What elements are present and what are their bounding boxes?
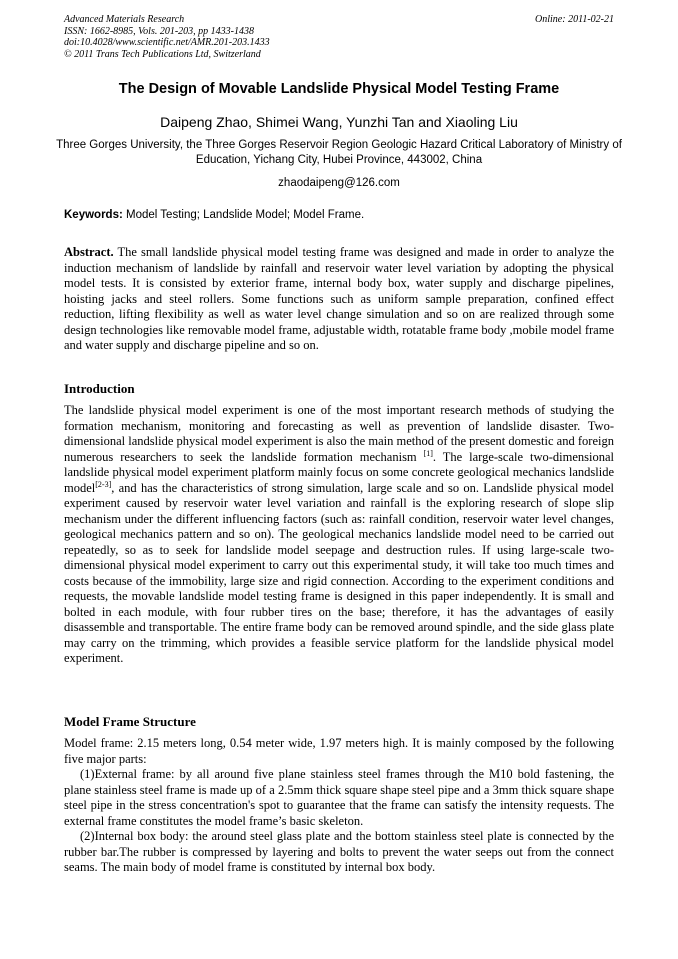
doi-line: doi:10.4028/www.scientific.net/AMR.201-203.1433 [64, 37, 270, 48]
author-list: Daipeng Zhao, Shimei Wang, Yunzhi Tan and Xiaoling Liu [160, 114, 518, 130]
abstract-label: Abstract. [64, 245, 114, 259]
citation-ref-1: [1] [423, 448, 433, 458]
author-email: zhaodaipeng@126.com [278, 177, 400, 189]
model-frame-body [64, 736, 614, 876]
affiliation: Three Gorges University, the Three Gorges Reservoir Region Geologic Hazard Critical Laboratory of Ministry of Education, Yichang City, Hubei Province, 443002, China [56, 139, 622, 166]
model-frame-item-2: (2)Internal box body: the around steel glass plate and the bottom stainless steel plate is connected by the rubber bar.The rubber is compressed by layering and bolts to prevent the water seeps out from the connect seams. The main body of model frame is constituted by internal box body. [64, 829, 614, 874]
introduction-heading: Introduction [64, 381, 135, 396]
intro-text-3: , and has the characteristics of strong simulation, large scale and so on. Landslide physical model experiment caused by reservoir water level variation and rainfall is the exploring research of slope slip mechanism under the different influencing factors (such as: rainfall condition, reservoir water level changes, geological mechanics pattern and so on). The geological mechanics landslide model need to be carried out repeatedly, so as to seek for landslide model seepage and destruction rules. If using large-scale two-dimensional physical model experiment to carry out this experimental study, it will take too much times and costs because of the immobility, large size and rigid connection. According to the experiment conditions and requests, the movable landslide model testing frame is designed in this paper independently. It is small and bolted in each module, with four rubber tires on the base; therefore, it has the advantages of easily disassemble and transportable. The entire frame body can be removed around spindle, and the side glass plate may carry on the trimming, which provides a feasible service platform for the landslide physical model experiment. [64, 480, 614, 665]
keywords-label: Keywords: [64, 209, 123, 221]
journal-header [64, 14, 614, 60]
model-frame-intro: Model frame: 2.15 meters long, 0.54 meter wide, 1.97 meters high. It is mainly composed by the following five major parts: [64, 736, 614, 766]
intro-text-2: . The large-scale two-dimensional landslide physical model experiment platform mainly focus on some concrete geological mechanics landslide model [64, 449, 614, 495]
issn-line: ISSN: 1662-8985, Vols. 201-203, pp 1433-1438 [64, 25, 254, 37]
introduction-body [64, 403, 614, 667]
keywords-text: Model Testing; Landslide Model; Model Frame. [122, 209, 365, 221]
intro-text-1: The landslide physical model experiment is one of the most important research methods of studying the formation mechanism, monitoring and forecasting as well as prevention of landslide disaster. Two-dimensional landslide physical model experiment is also the main method of the present domestic and foreign numerous researchers to seek the landslide formation mechanism [64, 403, 614, 464]
keywords [64, 209, 614, 221]
model-frame-heading: Model Frame Structure [64, 714, 196, 729]
model-frame-item-1: (1)External frame: by all around five plane stainless steel frames through the M10 bold fastening, the plane stainless steel frame is made up of a 2.5mm thick square shape steel pipe and a 3mm thick square shape steel pipe in the stress concentration's spot to guarantee that the frame can satisfy the intensity requests. The external frame constitutes the model frame’s basic skeleton. [64, 767, 614, 828]
abstract [64, 245, 614, 354]
paper-title: The Design of Movable Landslide Physical Model Testing Frame [118, 81, 560, 97]
abstract-text: The small landslide physical model testing frame was designed and made in order to analyze the induction mechanism of landslide by rainfall and reservoir water level variation by adopting the physical model tests. It is consisted by exterior frame, internal body box, water supply and discharge pipelines, hoisting jacks and steel rollers. Some functions such as uniform sample preparation, confined effect reduction, lifting flexibility as well as water level change simulation and so on are realized through some design technologies like removable model frame, adjustable width, rotatable frame body ,mobile model frame and water supply and discharge pipeline and so on. [64, 245, 614, 352]
citation-ref-2: [2-3] [95, 479, 112, 489]
journal-name: Advanced Materials Research [64, 14, 185, 25]
copyright-line: © 2011 Trans Tech Publications Ltd, Switzerland [64, 48, 261, 60]
online-date: Online: 2011-02-21 [535, 14, 614, 25]
